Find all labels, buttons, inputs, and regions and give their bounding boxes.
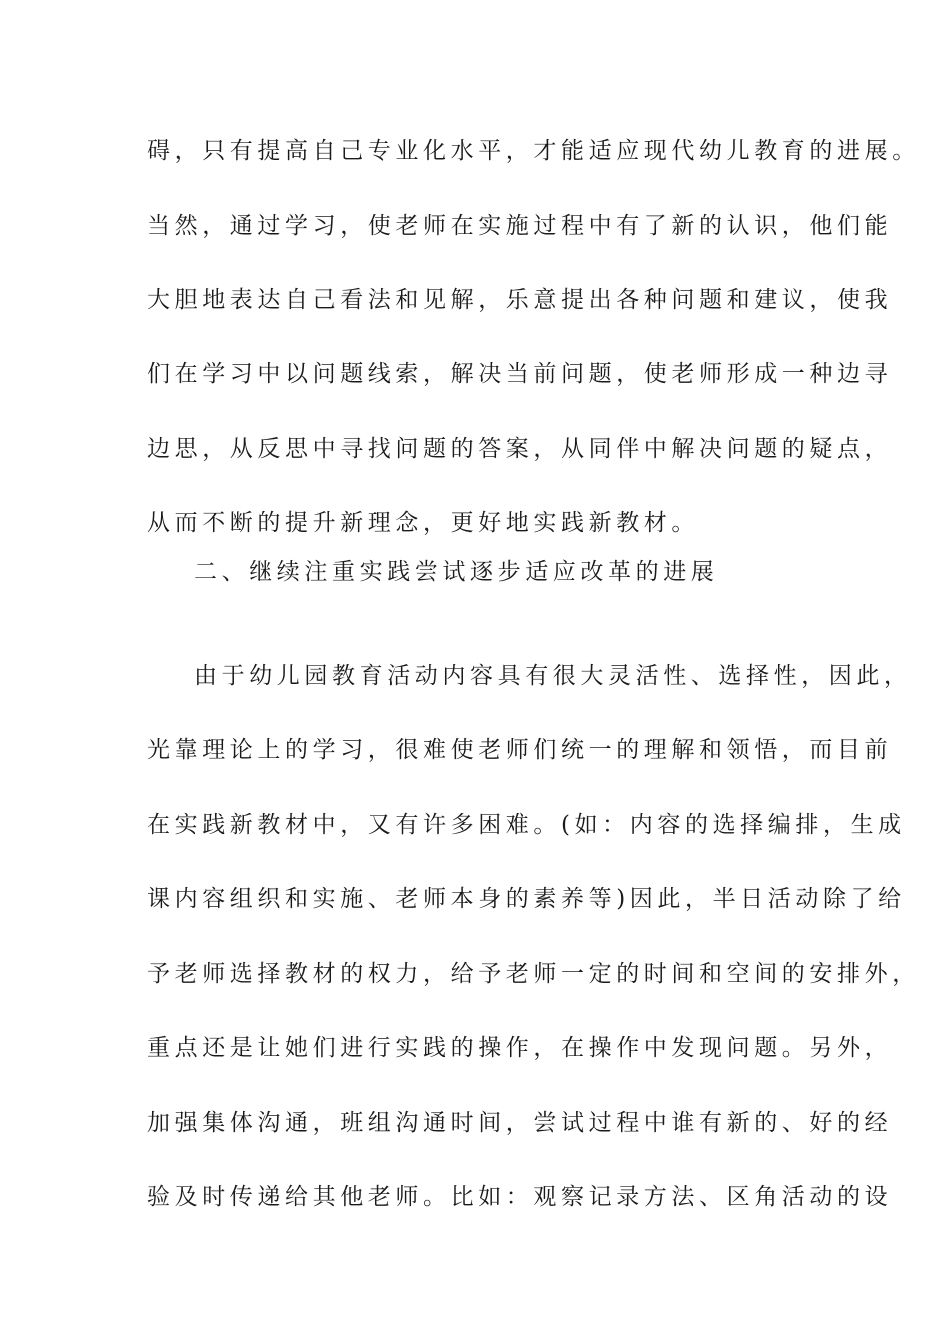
paragraph-line: 们在学习中以问题线索，解决当前问题，使老师形成一种边寻: [147, 361, 893, 387]
paragraph-line: 碍，只有提高自己专业化水平，才能适应现代幼儿教育的进展。: [147, 138, 920, 164]
paragraph-line: 加强集体沟通，班组沟通时间，尝试过程中谁有新的、好的经: [147, 1110, 893, 1136]
paragraph-line: 由于幼儿园教育活动内容具有很大灵活性、选择性，因此，: [194, 663, 912, 689]
paragraph-line: 大胆地表达自己看法和见解，乐意提出各种问题和建议，使我: [147, 287, 893, 313]
paragraph-line: 予老师选择教材的权力，给予老师一定的时间和空间的安排外，: [147, 961, 920, 987]
paragraph-line: 在实践新教材中，又有许多困难。(如：内容的选择编排，生成: [147, 812, 906, 838]
paragraph-line: 课内容组织和实施、老师本身的素养等)因此，半日活动除了给: [147, 886, 906, 912]
paragraph-line: 当然，通过学习，使老师在实施过程中有了新的认识，他们能: [147, 213, 893, 239]
paragraph-line: 光靠理论上的学习，很难使老师们统一的理解和领悟，而目前: [147, 737, 893, 763]
paragraph-line: 边思，从反思中寻找问题的答案，从同伴中解决问题的疑点，: [147, 436, 893, 462]
paragraph-line: 验及时传递给其他老师。比如：观察记录方法、区角活动的设: [147, 1184, 893, 1210]
paragraph-line: 从而不断的提升新理念，更好地实践新教材。: [147, 510, 699, 536]
paragraph-line: 重点还是让她们进行实践的操作，在操作中发现问题。另外，: [147, 1035, 893, 1061]
section-heading: 二、继续注重实践尝试逐步适应改革的进展: [194, 559, 719, 585]
